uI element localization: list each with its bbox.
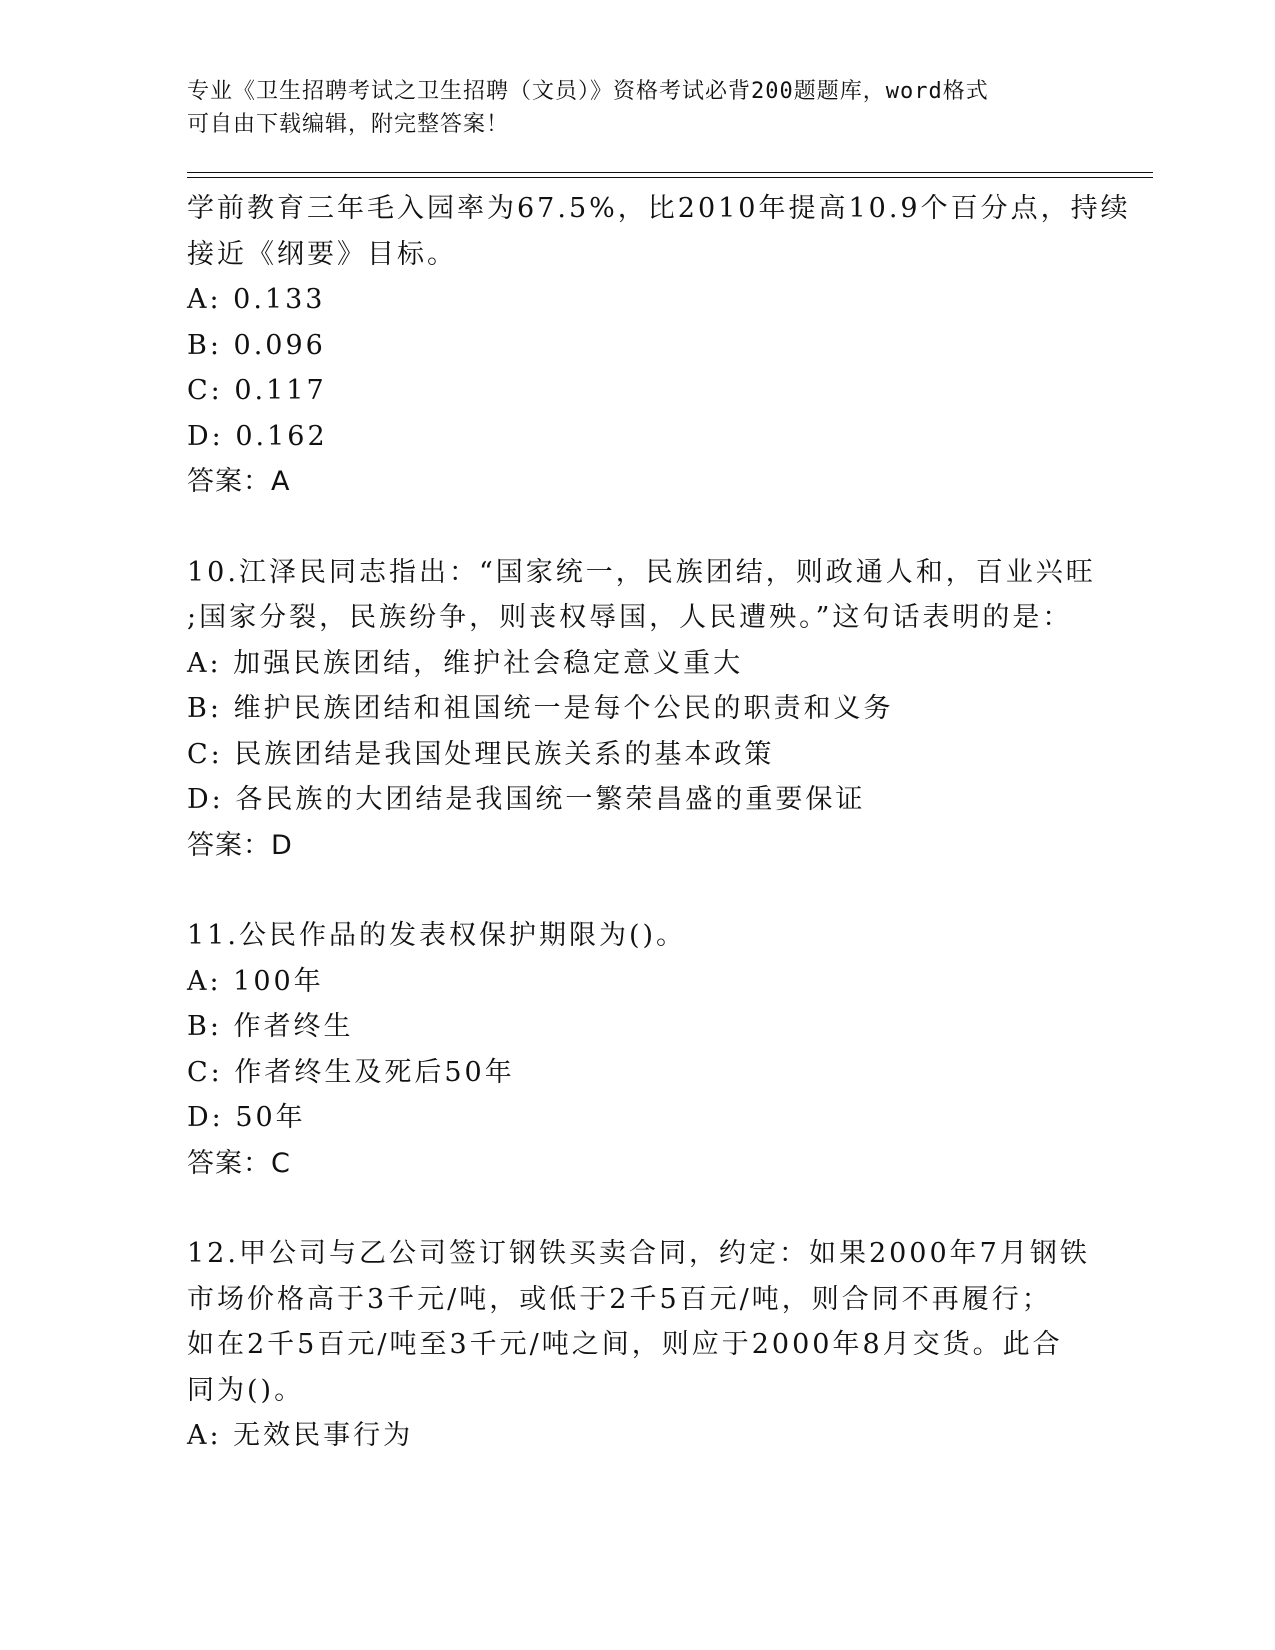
header-title-line-1: 专业《卫生招聘考试之卫生招聘（文员）》资格考试必背200题题库，word格式 (187, 79, 989, 104)
question-text: 如在2千5百元/吨至3千元/吨之间，则应于2000年8月交货。此合 (187, 1329, 1063, 1360)
spacer (187, 1186, 1087, 1231)
answer-label: 答案：D (187, 829, 293, 861)
question-10 (187, 550, 1096, 869)
answer-label: 答案：C (187, 1147, 291, 1179)
question-11 (187, 913, 1087, 1186)
spacer (187, 868, 1087, 913)
option-a: A: 0.133 (187, 284, 326, 315)
option-a: A: 无效民事行为 (187, 1420, 414, 1451)
question-text: 11.公民作品的发表权保护期限为()。 (187, 920, 687, 951)
question-text: 接近《纲要》目标。 (187, 238, 457, 270)
question-12 (187, 1231, 1090, 1459)
answer-label: 答案：A (187, 466, 291, 497)
question-text: ;国家分裂，民族纷争，则丧权辱国，人民遭殃。”这句话表明的是： (187, 602, 1073, 633)
question-list (187, 186, 1131, 1459)
question-text: 学前教育三年毛入园率为67.5%，比2010年提高10.9个百分点，持续 (187, 193, 1131, 224)
option-c: C: 0.117 (187, 375, 327, 406)
option-d: D: 各民族的大团结是我国统一繁荣昌盛的重要保证 (187, 784, 866, 815)
question-text: 12.甲公司与乙公司签订钢铁买卖合同，约定：如果2000年7月钢铁 (187, 1238, 1090, 1269)
option-d: D: 50年 (187, 1102, 306, 1133)
option-b: B: 维护民族团结和祖国统一是每个公民的职责和义务 (187, 693, 894, 724)
header-title-line-2: 可自由下载编辑，附完整答案！ (187, 112, 510, 137)
question-text: 同为()。 (187, 1374, 305, 1406)
header-divider-top (187, 172, 1153, 173)
option-c: C: 作者终生及死后50年 (187, 1056, 515, 1088)
document-header (187, 75, 1067, 141)
option-a: A: 100年 (187, 965, 324, 997)
question-9 (187, 186, 1131, 505)
option-d: D: 0.162 (187, 420, 328, 452)
option-b: B: 作者终生 (187, 1011, 354, 1042)
option-a: A: 加强民族团结，维护社会稳定意义重大 (187, 647, 744, 679)
question-text: 市场价格高于3千元/吨，或低于2千5百元/吨，则合同不再履行； (187, 1283, 1052, 1315)
spacer (187, 505, 1087, 550)
option-b: B: 0.096 (187, 329, 326, 361)
header-divider-bottom (187, 177, 1153, 178)
option-c: C: 民族团结是我国处理民族关系的基本政策 (187, 738, 775, 770)
question-text: 10.江泽民同志指出：“国家统一，民族团结，则政通人和，百业兴旺 (187, 556, 1096, 588)
